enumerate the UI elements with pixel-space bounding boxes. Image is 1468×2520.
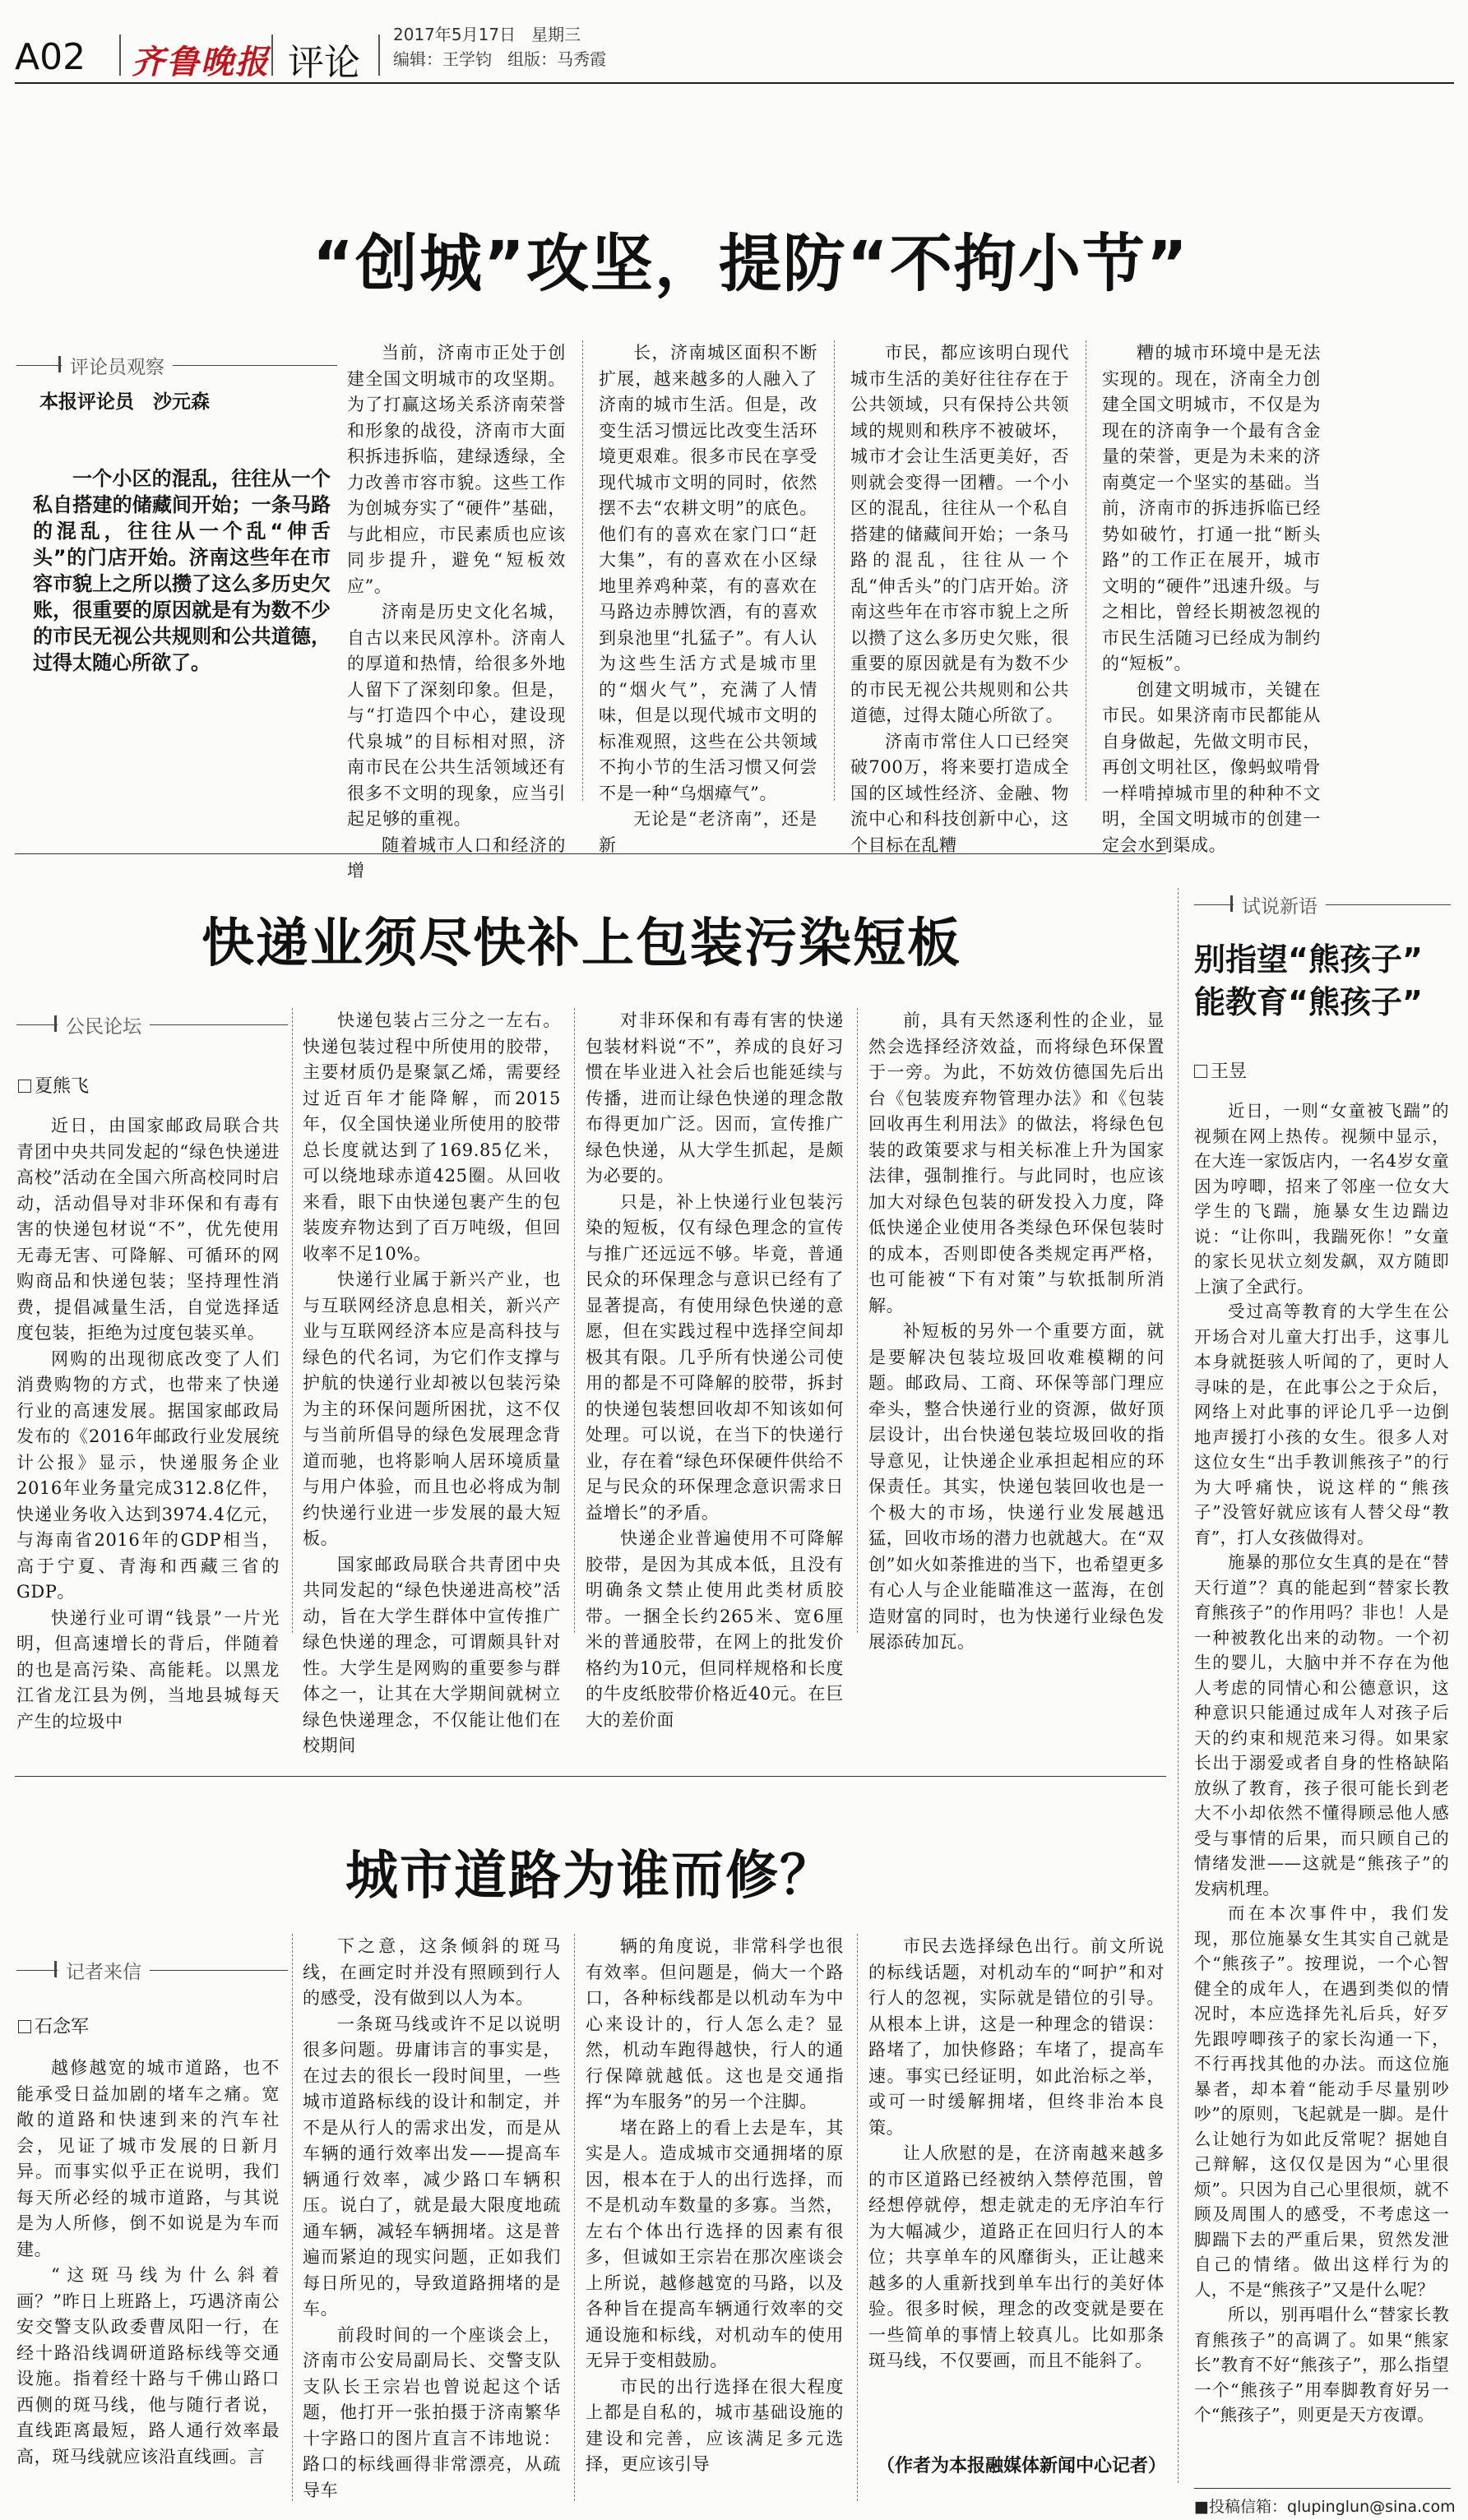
- article3-author: [18, 2013, 89, 2038]
- author-square-icon: [18, 2020, 31, 2033]
- article1-column-3: [850, 340, 1069, 858]
- article1-column-tag: 评论员观察: [62, 352, 173, 379]
- paragraph: 只是，补上快递行业包装污染的短板，仅有绿色理念的宣传与推广还远远不够。毕竟，普通民众的环保理念与意识已经有了显著提高，有使用绿色快递的意愿，但在实践过程中选择空间却极其有限。几乎所有快递公司使用的都是不可降解的胶带，拆封的快递包装想回收却不知该如何处理。可以说，在当下的快递行业，存在着“绿色环保硬件供给不足与民众的环保理念意识需求日益增长”的矛盾。: [586, 1191, 844, 1523]
- sidebar-headline-line1: 别指望“熊孩子”: [1194, 941, 1423, 978]
- article3-column-2: [303, 1934, 561, 2504]
- paragraph: 前段时间的一个座谈会上，济南市公安局副局长、交警支队支队长王宗岩也曾说起这个话题，他打开一张拍摄于济南繁华十字路口的图片直言不讳地说：路口的标线画得非常漂亮，从疏导车: [303, 2324, 561, 2500]
- author-name: 王昱: [1211, 1061, 1248, 1082]
- article2-column-2: [303, 1008, 561, 1759]
- section-rule: [15, 1776, 1166, 1777]
- paragraph: 近日，一则“女童被飞踹”的视频在网上热传。视频中显示，在大连一家饭店内，一名4岁女童因为哼唧，招来了邻座一位女大学生的飞踹，施暴女生边踹边说：“让你叫，我踹死你！”女童的家长见状立刻发飙，双方随即上演了全武行。: [1194, 1101, 1449, 1297]
- editor: 编辑：王学钧: [393, 49, 492, 69]
- author-name: 石念军: [35, 2017, 90, 2037]
- paragraph: 快递包装占三分之一左右。快递包装过程中所使用的胶带，主要材质仍是聚氯乙烯，需要经过近百年才能降解，而2015年，仅全国快递业所使用的胶带总长度就达到了169.85亿米，可以绕地球赤道425圈。从回收来看，眼下由快递包裹产生的包装废弃物达到了百万吨级，但回收率不足10%。: [303, 1010, 561, 1264]
- article3-column-3: [586, 1934, 844, 2478]
- article1-column-4: [1102, 340, 1321, 858]
- page-number: A02: [15, 36, 86, 78]
- column-divider: [574, 1934, 575, 2501]
- paragraph: 济南市常住人口已经突破700万，将来要打造成全国的区域性经济、金融、物流中心和科技创新中心，这个目标在乱糟: [850, 731, 1069, 855]
- paragraph: 堵在路上的看上去是车，其实是人。造成城市交通拥堵的原因，根本在于人的出行选择，而不是机动车数量的多寡。当然，左右个体出行选择的因素有很多，但诚如王宗岩在那次座谈会上所说，越修越宽的马路，以及各种旨在提高车辆通行效率的交通设施和标线，对机动车的使用无异于变相鼓励。: [586, 2117, 844, 2370]
- paragraph: 济南是历史文化名城，自古以来民风淳朴。济南人的厚道和热情，给很多外地人留下了深刻印象。但是，与“打造四个中心，建设现代泉城”的目标相对照，济南市民在公共生活领域还有很多不文明的现象，应当引起足够的重视。: [347, 602, 566, 829]
- column-divider: [292, 1934, 293, 2501]
- sidebar-divider: [1178, 888, 1179, 2483]
- author-name: 夏熊飞: [35, 1076, 90, 1097]
- article1-column-1: [347, 340, 566, 885]
- issue-date: [393, 21, 581, 45]
- footer-rule: [1194, 2488, 1451, 2489]
- section-title: 评论: [288, 42, 360, 84]
- paragraph: 补短板的另外一个重要方面，就是要解决包装垃圾回收难模糊的问题。邮政局、工商、环保等部门理应牵头，整合快递行业的资源，做好顶层设计，出台快递包装垃圾回收的指导意见，让快递企业承担起相应的环保责任。其实，快递包装回收也是一个极大的市场，快递行业发展越迅猛，回收市场的潜力也就越大。在“双创”如火如荼推进的当下，也希望更多有心人与企业能瞄准这一蓝海，在创造财富的同时，也为快递行业绿色发展添砖加瓦。: [868, 1321, 1165, 1652]
- sidebar-headline-line2: 能教育“熊孩子”: [1194, 984, 1423, 1020]
- paragraph: 越修越宽的城市道路，也不能承受日益加剧的堵车之痛。宽敞的道路和快速到来的汽车社会，见证了城市发展的日新月异。而事实似乎正在说明，我们每天所必经的城市道路，与其说是为人所修，倒不如说是为车而建。: [16, 2058, 280, 2259]
- article3-note: （作者为本报融媒体新闻中心记者）: [877, 2456, 1167, 2476]
- article2-author: [18, 1072, 89, 1098]
- paragraph: 创建文明城市，关键在市民。如果济南市民都能从自身做起，先做文明市民，再创文明社区，像蚂蚁啃骨一样啃掉城市里的种种不文明，全国文明城市的创建一定会水到渠成。: [1102, 679, 1321, 855]
- column-divider: [582, 340, 583, 801]
- paragraph: 而在本次事件中，我们发现，那位施暴女生其实自己就是个“熊孩子”。按理说，一个心智健全的成年人，在遇到类似的情况时，本应选择先礼后兵，好歹先跟哼唧孩子的家长沟通一下，不行再找其他的办法。而这位施暴者，却本着“能动手尽量别吵吵”的原则，飞起就是一脚。是什么让她行为如此反常呢？据她自己辩解，这仅仅是因为“心里很烦”。只因为自己心里很烦，就不顾及周围人的感受，不考虑这一脚踹下去的严重后果，贸然发泄自己的情绪。做出这样行为的人，不是“熊孩子”又是什么呢？: [1194, 1903, 1449, 2300]
- paragraph: 近日，由国家邮政局联合共青团中央共同发起的“绿色快递进高校”活动在全国六所高校同时启动，活动倡导对非环保和有毒有害的快递包材说“不”，优先使用无毒无害、可降解、可循环的网购商品和快递包装；坚持理性消费，提倡减量生活，自觉选择适度包装，拒绝为过度包装买单。: [16, 1116, 280, 1343]
- date: 2017年5月17日: [393, 25, 516, 44]
- sidebar-column-tag: 试说新语: [1234, 891, 1326, 918]
- paper-logo: 齐鲁晚报: [132, 43, 270, 81]
- article3-headline: 城市道路为谁而修？: [345, 1846, 834, 1907]
- article3-column-4: [868, 1934, 1165, 2374]
- article1-column-2: [599, 340, 817, 858]
- author-square-icon: [1194, 1065, 1207, 1078]
- paragraph: 快递行业可谓“钱景”一片光明，但高速增长的背后，伴随着的也是高污染、高能耗。以黑龙江省龙江县为例，当地县城每天产生的垃圾中: [16, 1607, 280, 1732]
- paragraph: 快递企业普遍使用不可降解胶带，是因为其成本低，且没有明确条文禁止使用此类材质胶带。一捆全长约265米、宽6厘米的普通胶带，在网上的批发价格约为10元，但同样规格和长度的牛皮纸胶带价格近40元。在巨大的差价面: [586, 1528, 844, 1730]
- column-divider: [857, 1934, 858, 2501]
- masthead-divider: [271, 35, 273, 76]
- paragraph: 长，济南城区面积不断扩展，越来越多的人融入了济南的城市生活。但是，改变生活习惯远比改变生活环境更艰难。很多市民在享受现代城市文明的同时，依然摆不去“农耕文明”的底色。他们有的喜欢在家门口“赶大集”，有的喜欢在小区绿地里养鸡种菜，有的喜欢在马路边赤膊饮酒，有的喜欢到泉池里“扎猛子”。有人认为这些生活方式是城市里的“烟火气”，充满了人情味，但是以现代城市文明的标准观照，这些在公共领域不拘小节的生活习惯又何尝不是一种“乌烟瘴气”。: [599, 343, 817, 803]
- editor-credits: [393, 46, 606, 70]
- sidebar-body: [1194, 1098, 1449, 2428]
- article2-column-tag: 公民论坛: [58, 1011, 150, 1038]
- paragraph: 让人欣慰的是，在济南越来越多的市区道路已经被纳入禁停范围，曾经想停就停，想走就走的无序泊车行为大幅减少，道路正在回归行人的本位；共享单车的风靡街头，正让越来越多的人重新找到单车出行的美好体验。很多时候，理念的改变就是要在一些简单的事情上较真儿。比如那条斑马线，不仅要画，而且不能斜了。: [868, 2143, 1165, 2370]
- weekday: 星期三: [531, 25, 581, 44]
- article1-headline: “创城”攻坚，提防“不拘小节”: [313, 227, 1189, 300]
- masthead-divider: [378, 35, 380, 76]
- author-square-icon: [18, 1080, 31, 1093]
- submission-email[interactable]: ■投稿信箱：qlupinglun@sina.com: [1194, 2498, 1456, 2516]
- paragraph: 对非环保和有毒有害的快递包装材料说“不”，养成的良好习惯在毕业进入社会后也能延续与传播，进而让绿色快递的理念散布得更加广泛。因而，宣传推广绿色快递，从大学生抓起，是颇为必要的。: [586, 1010, 844, 1186]
- paragraph: 所以，别再唱什么“替家长教育熊孩子”的高调了。如果“熊家长”教育不好“熊孩子”，那么指望一个“熊孩子”用奉脚教育好另一个“熊孩子”，则更是天方夜谭。: [1194, 2305, 1449, 2425]
- article1-lead: 一个小区的混乱，往往从一个私自搭建的储藏间开始；一条马路的混乱，往往从一个乱“伸舌头”的门店开始。济南这些年在市容市貌上之所以攒了这么多历史欠账，很重要的原因就是有为数不少的市民无视公共规则和公共道德，过得太随心所欲了。: [33, 467, 331, 674]
- paragraph: 快递行业属于新兴产业，也与互联网经济息息相关，新兴产业与互联网经济本应是高科技与绿色的代名词，为它们作支撑与护航的快递行业却被以包装污染为主的环保问题所困扰，这不仅与当前所倡导的绿色发展理念背道而驰，也将影响人居环境质量与用户体验，而且也必将成为制约快递行业进一步发展的最大短板。: [303, 1269, 561, 1548]
- paragraph: “这斑马线为什么斜着画？”昨日上班路上，巧遇济南公安交警支队政委曹凤阳一行，在经十路沿线调研道路标线等交通设施。指着经十路与千佛山路口西侧的斑马线，他与随行者说，直线距离最短，路人通行效率最高，斑马线就应该沿直线画。言: [16, 2265, 280, 2467]
- paragraph: 无论是“老济南”，还是新: [599, 809, 817, 855]
- paragraph: 随着城市人口和经济的增: [347, 835, 566, 881]
- paragraph: 施暴的那位女生真的是在“替天行道”？真的能起到“替家长教育熊孩子”的作用吗？非也！人是一种被教化出来的动物。一个初生的婴儿，大脑中并不存在为他人考虑的同情心和公德意识，这种意识只能通过成年人对孩子后天的约束和规范来习得。如果家长出于溺爱或者自身的性格缺陷放纵了教育，孩子很可能长到老大不小却依然不懂得顾忌他人感受与事情的后果，而只顾自己的情绪发泄——这就是“熊孩子”的发病机理。: [1194, 1552, 1449, 1898]
- paragraph: 前，具有天然逐利性的企业，显然会选择经济效益，而将绿色环保置于一旁。为此，不妨效仿德国先后出台《包装废弃物管理办法》和《包装回收再生利用法》的做法，将绿色包装的政策要求与相关标准上升为国家法律，强制推行。与此同时，也应该加大对绿色包装的研发投入力度，降低快递企业使用各类绿色环保包装时的成本，否则即使各类规定再严格，也可能被“下有对策”与软抵制所消解。: [868, 1010, 1165, 1315]
- article2-column-4: [868, 1008, 1165, 1656]
- article2-headline: 快递业须尽快补上包装污染短板: [201, 913, 961, 974]
- masthead-divider: [119, 35, 121, 76]
- paragraph: 市民的出行选择在很大程度上都是自私的，城市基础设施的建设和完善，应该满足多元选择，更应该引导: [586, 2376, 844, 2474]
- paragraph: 市民去选择绿色出行。前文所说的标线话题，对机动车的“呵护”和对行人的忽视，实际就是错位的引导。从根本上讲，这是一种理念的错误：路堵了，加快修路；车堵了，提高车速。事实已经证明，如此治标之举，或可一时缓解拥堵，但终非治本良策。: [868, 1936, 1165, 2138]
- article3-column-1: [16, 2055, 280, 2470]
- masthead-rule: [15, 82, 1454, 84]
- paragraph: 当前，济南市正处于创建全国文明城市的攻坚期。为了打赢这场关系济南荣誉和形象的战役，济南市大面积拆违拆临，建绿透绿，全力改善市容市貌。这些工作为创城夯实了“硬件”基础，与此相应，市民素质也应该同步提升，避免“短板效应”。: [347, 343, 566, 596]
- article2-column-3: [586, 1008, 844, 1733]
- column-divider: [857, 1008, 858, 1633]
- paragraph: 市民，都应该明白现代城市生活的美好往往存在于公共领域，只有保持公共领域的规则和秩序不被破坏，城市才会让生活更美好，否则就会变得一团糟。一个小区的混乱，往往从一个私自搭建的储藏间开始；一条马路的混乱，往往从一个乱“伸舌头”的门店开始。济南这些年在市容市貌上之所以攒了这么多历史欠账，很重要的原因就是有为数不少的市民无视公共规则和公共道德，过得太随心所欲了。: [850, 343, 1069, 725]
- paragraph: 辆的角度说，非常科学也很有效率。但问题是，倘大一个路口，各种标线都是以机动车为中心来设计的，行人怎么走？显然，机动车跑得越快，行人的通行保障就越低。这也是交通指挥“为车服务”的另一个注脚。: [586, 1936, 844, 2111]
- column-divider: [292, 1008, 293, 1633]
- paragraph: 糟的城市环境中是无法实现的。现在，济南全力创建全国文明城市，不仅是为现在的济南争一个最有含金量的荣誉，更是为未来的济南奠定一个坚实的基础。当前，济南市的拆违拆临已经势如破竹，打通一批“断头路”的工作正在展开，城市文明的“硬件”迅速升级。与之相比，曾经长期被忽视的市民生活随习已经成为制约的“短板”。: [1102, 343, 1321, 673]
- article2-column-1: [16, 1113, 280, 1735]
- article3-column-tag: 记者来信: [58, 1957, 150, 1984]
- paragraph: 受过高等教育的大学生在公开场合对儿童大打出手，这事儿本身就挺骇人听闻的了，更时人寻味的是，在此事公之于众后，网络上对此事的评论几乎一边倒地声援打小孩的女生。很多人对这位女生“出手教训熊孩子”的行为大呼痛快，说这样的“熊孩子”没管好就应该有人替父母“教育”，打人女孩做得对。: [1194, 1302, 1449, 1547]
- column-divider: [574, 1008, 575, 1633]
- paragraph: 国家邮政局联合共青团中央共同发起的“绿色快递进高校”活动，旨在大学生群体中宣传推广绿色快递的理念，可谓颇具针对性。大学生是网购的重要参与群体之一，让其在大学期间就树立绿色快递理念，不仅能让他们在校期间: [303, 1554, 561, 1755]
- sidebar-author: [1194, 1057, 1247, 1083]
- layout-editor: 组版：马秀霞: [507, 49, 607, 69]
- article1-byline: 本报评论员 沙元森: [39, 391, 210, 413]
- paragraph: 网购的出现彻底改变了人们消费购物的方式，也带来了快递行业的高速发展。据国家邮政局发布的《2016年邮政行业发展统计公报》显示，快递服务企业2016年业务量完成312.8亿件，快递业务收入达到3974.4亿元，与海南省2016年的GDP相当，高于宁夏、青海和西藏三省的GDP。: [16, 1348, 280, 1602]
- paragraph: 下之意，这条倾斜的斑马线，在画定时并没有照顾到行人的感受，没有做到以人为本。: [303, 1936, 561, 2008]
- column-divider: [834, 340, 835, 801]
- paragraph: 一条斑马线或许不足以说明很多问题。毋庸讳言的事实是，在过去的很长一段时间里，一些城市道路标线的设计和制定，并不是从行人的需求出发，而是从车辆的通行效率出发——提高车辆通行效率，减少路口车辆积压。说白了，就是最大限度地疏通车辆，减轻车辆拥堵。这是普遍而紧迫的现实问题，正如我们每日所见的，导致道路拥堵的是车。: [303, 2014, 561, 2319]
- section-rule: [15, 853, 1166, 854]
